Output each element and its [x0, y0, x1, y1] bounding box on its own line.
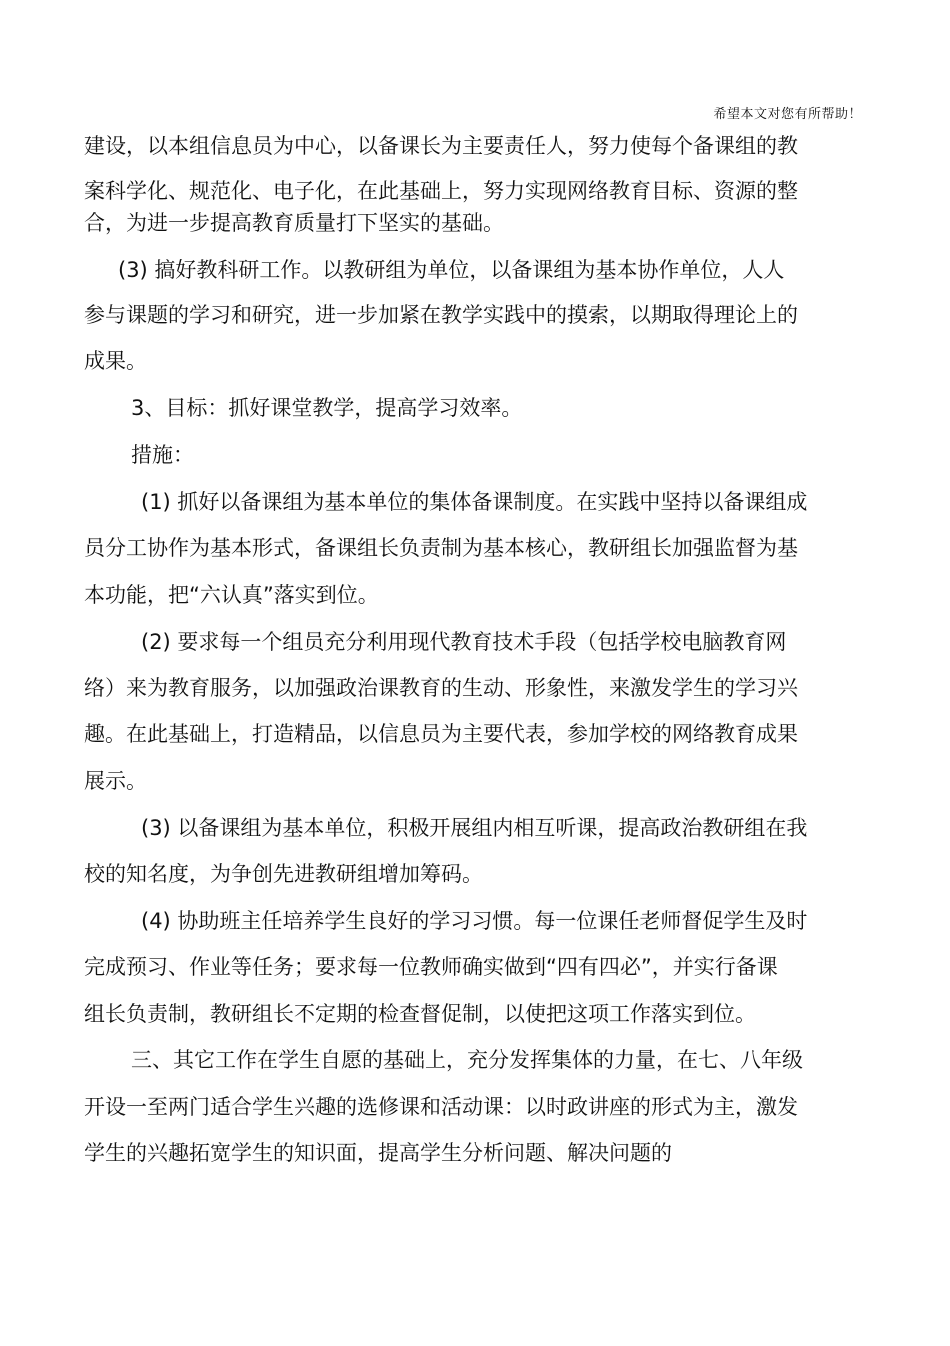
paragraph-line: 三、其它工作在学生自愿的基础上，充分发挥集体的力量，在七、八年级	[131, 1048, 803, 1072]
header-note: 希望本文对您有所帮助！	[713, 107, 862, 122]
paragraph-line: 开设一至两门适合学生兴趣的选修课和活动课：以时政讲座的形式为主，激发	[84, 1095, 798, 1119]
paragraph-line: 员分工协作为基本形式，备课组长负责制为基本核心，教研组长加强监督为基	[84, 536, 798, 560]
paragraph-line: 3、目标：抓好课堂教学，提高学习效率。	[131, 396, 523, 420]
paragraph-line: 络）来为教育服务，以加强政治课教育的生动、形象性，来激发学生的学习兴	[84, 676, 798, 700]
paragraph-line: 建设，以本组信息员为中心，以备课长为主要责任人，努力使每个备课组的教	[84, 134, 798, 158]
paragraph-line: 学生的兴趣拓宽学生的知识面，提高学生分析问题、解决问题的	[84, 1141, 672, 1165]
paragraph-line: 展示。	[84, 769, 147, 793]
paragraph-line: 成果。	[84, 349, 147, 373]
paragraph-line: (1) 抓好以备课组为基本单位的集体备课制度。在实践中坚持以备课组成	[141, 490, 808, 514]
paragraph-line: 合，为进一步提高教育质量打下坚实的基础。	[84, 211, 504, 235]
paragraph-line: 完成预习、作业等任务；要求每一位教师确实做到“四有四必”，并实行备课	[84, 955, 778, 979]
paragraph-line: 参与课题的学习和研究，进一步加紧在教学实践中的摸索，以期取得理论上的	[84, 303, 798, 327]
paragraph-line: (2) 要求每一个组员充分利用现代教育技术手段（包括学校电脑教育网	[141, 630, 787, 654]
paragraph-line: (4) 协助班主任培养学生良好的学习习惯。每一位课任老师督促学生及时	[141, 909, 808, 933]
paragraph-line: 措施：	[131, 443, 194, 467]
paragraph-line: (3) 以备课组为基本单位，积极开展组内相互听课，提高政治教研组在我	[141, 816, 808, 840]
paragraph-line: 趣。在此基础上，打造精品，以信息员为主要代表，参加学校的网络教育成果	[84, 722, 798, 746]
paragraph-line: 案科学化、规范化、电子化，在此基础上，努力实现网络教育目标、资源的整	[84, 179, 798, 203]
paragraph-line: 校的知名度，为争创先进教研组增加筹码。	[84, 862, 483, 886]
paragraph-line: 本功能，把“六认真”落实到位。	[84, 583, 379, 607]
paragraph-line: (3) 搞好教科研工作。以教研组为单位，以备课组为基本协作单位，人人	[118, 258, 785, 282]
paragraph-line: 组长负责制，教研组长不定期的检查督促制，以使把这项工作落实到位。	[84, 1002, 756, 1026]
